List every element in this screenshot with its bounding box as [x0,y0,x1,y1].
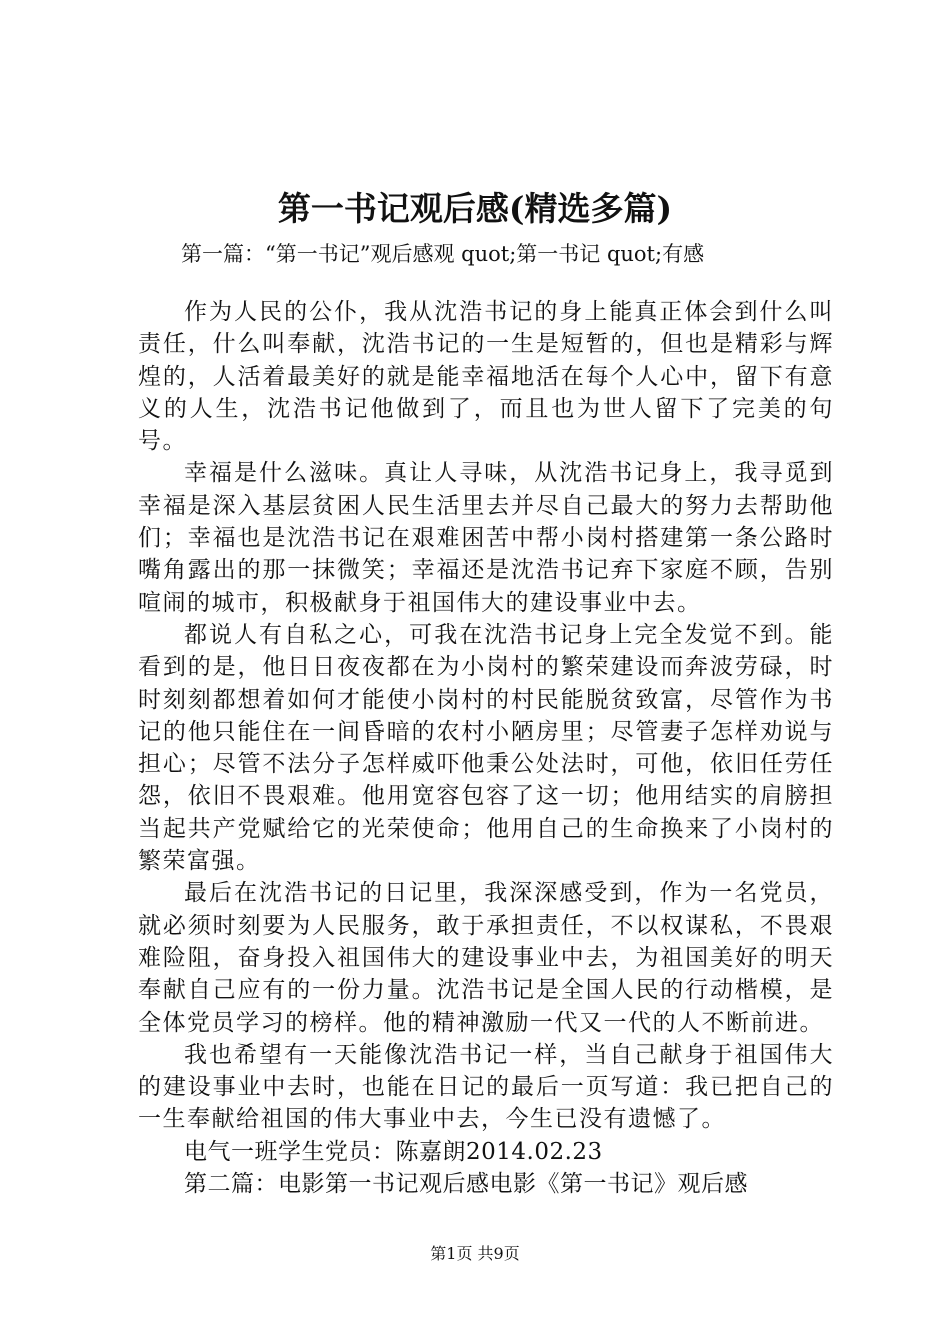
section-heading-1: 第一篇：“第一书记”观后感观 quot;第一书记 quot;有感 [181,242,705,266]
paragraph: 都说人有自私之心，可我在沈浩书记身上完全发觉不到。能看到的是，他日日夜夜都在为小岗村的繁荣建设而奔波劳碌，时时刻刻都想着如何才能使小岗村的村民能脱贫致富，尽管作为书记的他只能住在一间昏暗的农村小陋房里；尽管妻子怎样劝说与担心；尽管不法分子怎样威吓他秉公处法时，可他，依旧任劳任怨，依旧不畏艰难。他用宽容包容了这一切；他用结实的肩膀担当起共产党赋给它的光荣使命；他用自己的生命换来了小岗村的繁荣富强。 [138,621,834,875]
page-number-footer: 第1页 共9页 [430,1244,520,1263]
paragraph: 作为人民的公仆，我从沈浩书记的身上能真正体会到什么叫责任，什么叫奉献，沈浩书记的一生是短暂的，但也是精彩与辉煌的，人活着最美好的就是能幸福地活在每个人心中，留下有意义的人生，沈浩书记他做到了，而且也为世人留下了完美的句号。 [138,299,834,455]
paragraph: 我也希望有一天能像沈浩书记一样，当自己献身于祖国伟大的建设事业中去时，也能在日记的最后一页写道：我已把自己的一生奉献给祖国的伟大事业中去，今生已没有遗憾了。 [138,1041,834,1133]
paragraph: 最后在沈浩书记的日记里，我深深感受到，作为一名党员，就必须时刻要为人民服务，敢于承担责任，不以权谋私，不畏艰难险阻，奋身投入祖国伟大的建设事业中去，为祖国美好的明天奉献自己应有的一份力量。沈浩书记是全国人民的行动楷模，是全体党员学习的榜样。他的精神激励一代又一代的人不断前进。 [138,880,834,1036]
signature-line: 电气一班学生党员：陈嘉朗2014.02.23 [184,1138,603,1165]
document-body [138,296,834,1200]
section-heading-2: 第二篇：电影第一书记观后感电影《第一书记》观后感 [184,1171,748,1198]
paragraph: 幸福是什么滋味。真让人寻味，从沈浩书记身上，我寻觅到幸福是深入基层贫困人民生活里去并尽自己最大的努力去帮助他们；幸福也是沈浩书记在艰难困苦中帮小岗村搭建第一条公路时嘴角露出的那一抹微笑；幸福还是沈浩书记弃下家庭不顾，告别喧闹的城市，积极献身于祖国伟大的建设事业中去。 [138,460,834,616]
document-title: 第一书记观后感(精选多篇) [277,189,673,228]
